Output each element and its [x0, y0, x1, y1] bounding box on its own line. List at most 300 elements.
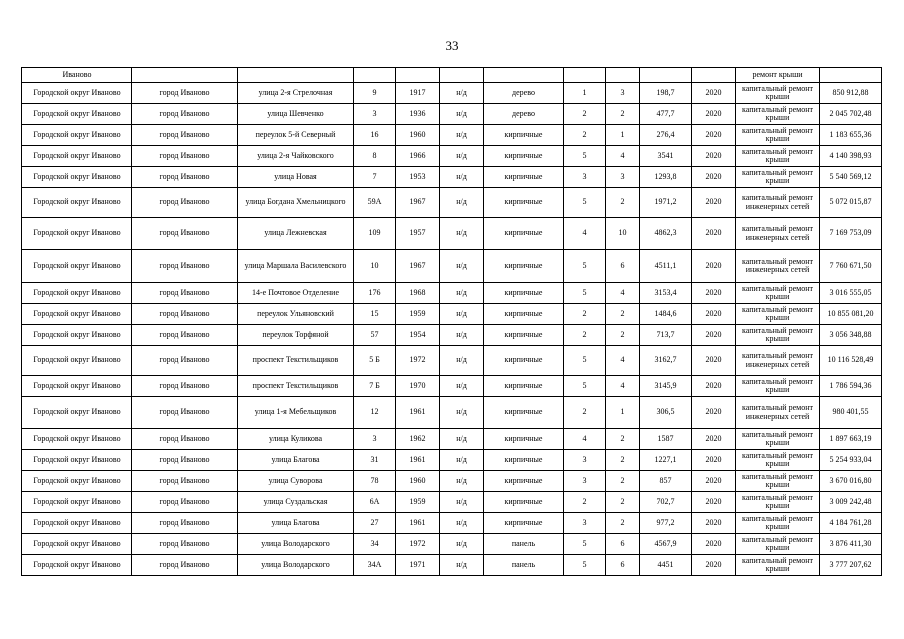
cell-work-type: капитальный ремонт крыши [736, 125, 820, 146]
cell-work-type: капитальный ремонт крыши [736, 376, 820, 397]
cell-street: улица 1-я Мебельщиков [238, 397, 354, 429]
table-row [22, 471, 882, 492]
cell-district: Городской округ Иваново [22, 376, 132, 397]
cell-floors: 2 [564, 325, 606, 346]
cell-street: улица Володарского [238, 534, 354, 555]
cell-plan-year: 2020 [692, 376, 736, 397]
cell-plan-year [692, 68, 736, 83]
cell-wall-material: кирпичные [484, 146, 564, 167]
page-number: 33 [445, 38, 459, 53]
cell-area: 4451 [640, 555, 692, 576]
cell-city [132, 68, 238, 83]
cell-cost: 1 786 594,36 [820, 376, 882, 397]
cell-street [238, 68, 354, 83]
cell-house-number: 10 [354, 250, 396, 283]
cell-wall-material: кирпичные [484, 346, 564, 376]
table-row [22, 283, 882, 304]
cell-wall-material: кирпичные [484, 304, 564, 325]
cell-floors: 3 [564, 167, 606, 188]
cell-floors: 2 [564, 104, 606, 125]
cell-city: город Иваново [132, 304, 238, 325]
cell-status: н/д [440, 146, 484, 167]
cell-build-year: 1959 [396, 492, 440, 513]
cell-area: 477,7 [640, 104, 692, 125]
cell-cost: 1 183 655,36 [820, 125, 882, 146]
cell-build-year: 1971 [396, 555, 440, 576]
cell-district: Городской округ Иваново [22, 534, 132, 555]
cell-street: переулок Ульяновский [238, 304, 354, 325]
cell-work-type: капитальный ремонт крыши [736, 513, 820, 534]
cell-status: н/д [440, 283, 484, 304]
cell-status: н/д [440, 325, 484, 346]
table-row [22, 346, 882, 376]
cell-floors: 2 [564, 397, 606, 429]
cell-floors: 3 [564, 471, 606, 492]
table-row [22, 492, 882, 513]
cell-wall-material: кирпичные [484, 218, 564, 250]
cell-area: 977,2 [640, 513, 692, 534]
cell-plan-year: 2020 [692, 513, 736, 534]
table-row [22, 188, 882, 218]
cell-area [640, 68, 692, 83]
cell-district: Городской округ Иваново [22, 218, 132, 250]
cell-floors: 3 [564, 513, 606, 534]
cell-entrances: 2 [606, 513, 640, 534]
cell-floors: 5 [564, 534, 606, 555]
cell-entrances: 2 [606, 304, 640, 325]
cell-plan-year: 2020 [692, 450, 736, 471]
cell-street: улица Благова [238, 450, 354, 471]
cell-work-type: капитальный ремонт крыши [736, 83, 820, 104]
cell-build-year: 1954 [396, 325, 440, 346]
cell-area: 4511,1 [640, 250, 692, 283]
cell-city: город Иваново [132, 188, 238, 218]
cell-cost: 4 140 398,93 [820, 146, 882, 167]
cell-build-year: 1917 [396, 83, 440, 104]
cell-entrances: 2 [606, 104, 640, 125]
cell-street: улица 2-я Стрелочная [238, 83, 354, 104]
cell-city: город Иваново [132, 429, 238, 450]
cell-status: н/д [440, 397, 484, 429]
capital-repair-table [21, 67, 882, 576]
table-row [22, 167, 882, 188]
table-row [22, 325, 882, 346]
cell-build-year: 1972 [396, 346, 440, 376]
cell-build-year: 1960 [396, 125, 440, 146]
cell-city: город Иваново [132, 346, 238, 376]
cell-build-year: 1953 [396, 167, 440, 188]
cell-entrances: 2 [606, 429, 640, 450]
cell-district: Городской округ Иваново [22, 304, 132, 325]
cell-build-year: 1960 [396, 471, 440, 492]
cell-status: н/д [440, 555, 484, 576]
cell-area: 1484,6 [640, 304, 692, 325]
cell-floors: 4 [564, 218, 606, 250]
cell-area: 3145,9 [640, 376, 692, 397]
cell-work-type: капитальный ремонт крыши [736, 471, 820, 492]
cell-area: 1971,2 [640, 188, 692, 218]
cell-work-type: капитальный ремонт инженерных сетей [736, 397, 820, 429]
cell-street: улица Володарского [238, 555, 354, 576]
cell-cost: 5 540 569,12 [820, 167, 882, 188]
cell-area: 4567,9 [640, 534, 692, 555]
cell-plan-year: 2020 [692, 104, 736, 125]
cell-area: 1293,8 [640, 167, 692, 188]
cell-district: Городской округ Иваново [22, 125, 132, 146]
cell-floors: 2 [564, 125, 606, 146]
cell-floors: 5 [564, 250, 606, 283]
cell-city: город Иваново [132, 513, 238, 534]
cell-cost: 3 016 555,05 [820, 283, 882, 304]
cell-wall-material: кирпичные [484, 325, 564, 346]
cell-area: 3153,4 [640, 283, 692, 304]
cell-street: переулок Торфяной [238, 325, 354, 346]
cell-plan-year: 2020 [692, 429, 736, 450]
cell-plan-year: 2020 [692, 188, 736, 218]
cell-status: н/д [440, 346, 484, 376]
cell-city: город Иваново [132, 167, 238, 188]
cell-floors: 3 [564, 450, 606, 471]
cell-street: переулок 5-й Северный [238, 125, 354, 146]
table-row [22, 218, 882, 250]
cell-entrances: 6 [606, 250, 640, 283]
cell-entrances: 3 [606, 167, 640, 188]
cell-house-number: 6А [354, 492, 396, 513]
cell-entrances: 2 [606, 492, 640, 513]
cell-work-type: капитальный ремонт крыши [736, 304, 820, 325]
cell-entrances: 4 [606, 146, 640, 167]
cell-city: город Иваново [132, 146, 238, 167]
table-row [22, 83, 882, 104]
cell-house-number: 34А [354, 555, 396, 576]
cell-work-type: капитальный ремонт инженерных сетей [736, 250, 820, 283]
cell-wall-material: кирпичные [484, 376, 564, 397]
cell-area: 198,7 [640, 83, 692, 104]
cell-build-year: 1968 [396, 283, 440, 304]
cell-status: н/д [440, 304, 484, 325]
cell-plan-year: 2020 [692, 146, 736, 167]
cell-wall-material: кирпичные [484, 125, 564, 146]
cell-entrances: 2 [606, 450, 640, 471]
cell-street: улица Суздальская [238, 492, 354, 513]
cell-status: н/д [440, 167, 484, 188]
cell-cost: 3 056 348,88 [820, 325, 882, 346]
cell-city: город Иваново [132, 450, 238, 471]
cell-build-year: 1936 [396, 104, 440, 125]
cell-work-type: капитальный ремонт инженерных сетей [736, 218, 820, 250]
cell-status: н/д [440, 534, 484, 555]
cell-house-number: 78 [354, 471, 396, 492]
cell-district: Городской округ Иваново [22, 555, 132, 576]
cell-city: город Иваново [132, 218, 238, 250]
cell-plan-year: 2020 [692, 325, 736, 346]
cell-street: улица Благова [238, 513, 354, 534]
cell-floors: 4 [564, 429, 606, 450]
cell-city: город Иваново [132, 376, 238, 397]
cell-house-number: 109 [354, 218, 396, 250]
cell-house-number: 57 [354, 325, 396, 346]
cell-plan-year: 2020 [692, 397, 736, 429]
cell-floors: 5 [564, 346, 606, 376]
cell-city: город Иваново [132, 471, 238, 492]
cell-district: Городской округ Иваново [22, 513, 132, 534]
cell-work-type: капитальный ремонт крыши [736, 146, 820, 167]
document-table-container [21, 67, 882, 576]
cell-wall-material: кирпичные [484, 429, 564, 450]
cell-work-type: капитальный ремонт крыши [736, 167, 820, 188]
cell-district: Городской округ Иваново [22, 325, 132, 346]
cell-wall-material: дерево [484, 104, 564, 125]
cell-build-year: 1961 [396, 513, 440, 534]
cell-build-year [396, 68, 440, 83]
cell-district: Городской округ Иваново [22, 283, 132, 304]
cell-wall-material: кирпичные [484, 188, 564, 218]
cell-cost: 3 009 242,48 [820, 492, 882, 513]
cell-cost: 10 116 528,49 [820, 346, 882, 376]
cell-street: проспект Текстильщиков [238, 346, 354, 376]
cell-house-number: 5 Б [354, 346, 396, 376]
cell-status [440, 68, 484, 83]
cell-street: улица Суворова [238, 471, 354, 492]
cell-plan-year: 2020 [692, 125, 736, 146]
cell-plan-year: 2020 [692, 83, 736, 104]
cell-status: н/д [440, 492, 484, 513]
cell-cost: 7 169 753,09 [820, 218, 882, 250]
cell-house-number: 176 [354, 283, 396, 304]
cell-district: Городской округ Иваново [22, 146, 132, 167]
cell-city: город Иваново [132, 283, 238, 304]
cell-city: город Иваново [132, 104, 238, 125]
cell-wall-material: кирпичные [484, 250, 564, 283]
cell-district: Городской округ Иваново [22, 471, 132, 492]
cell-entrances: 3 [606, 83, 640, 104]
table-row [22, 304, 882, 325]
cell-entrances: 6 [606, 555, 640, 576]
cell-district: Городской округ Иваново [22, 83, 132, 104]
cell-entrances: 4 [606, 283, 640, 304]
cell-area: 306,5 [640, 397, 692, 429]
cell-plan-year: 2020 [692, 492, 736, 513]
cell-plan-year: 2020 [692, 555, 736, 576]
cell-work-type: капитальный ремонт крыши [736, 325, 820, 346]
cell-cost: 850 912,88 [820, 83, 882, 104]
cell-area: 857 [640, 471, 692, 492]
cell-district: Городской округ Иваново [22, 188, 132, 218]
cell-house-number: 9 [354, 83, 396, 104]
cell-floors: 2 [564, 304, 606, 325]
table-row [22, 104, 882, 125]
cell-entrances: 2 [606, 188, 640, 218]
cell-entrances: 6 [606, 534, 640, 555]
cell-work-type: капитальный ремонт крыши [736, 450, 820, 471]
table-row [22, 513, 882, 534]
cell-city: город Иваново [132, 83, 238, 104]
table-body [22, 68, 882, 576]
cell-house-number: 12 [354, 397, 396, 429]
cell-street: улица 2-я Чайковского [238, 146, 354, 167]
cell-area: 4862,3 [640, 218, 692, 250]
cell-house-number: 7 Б [354, 376, 396, 397]
cell-house-number: 31 [354, 450, 396, 471]
cell-entrances: 10 [606, 218, 640, 250]
cell-wall-material [484, 68, 564, 83]
cell-build-year: 1961 [396, 450, 440, 471]
cell-floors [564, 68, 606, 83]
cell-floors: 5 [564, 555, 606, 576]
cell-cost [820, 68, 882, 83]
cell-area: 3162,7 [640, 346, 692, 376]
cell-area: 713,7 [640, 325, 692, 346]
cell-city: город Иваново [132, 555, 238, 576]
cell-cost: 3 670 016,80 [820, 471, 882, 492]
cell-work-type: капитальный ремонт инженерных сетей [736, 188, 820, 218]
cell-area: 3541 [640, 146, 692, 167]
cell-work-type: капитальный ремонт крыши [736, 429, 820, 450]
cell-cost: 4 184 761,28 [820, 513, 882, 534]
cell-cost: 980 401,55 [820, 397, 882, 429]
cell-wall-material: кирпичные [484, 492, 564, 513]
cell-work-type: капитальный ремонт крыши [736, 555, 820, 576]
cell-plan-year: 2020 [692, 250, 736, 283]
cell-status: н/д [440, 376, 484, 397]
cell-city: город Иваново [132, 492, 238, 513]
cell-status: н/д [440, 450, 484, 471]
cell-street: проспект Текстильщиков [238, 376, 354, 397]
cell-build-year: 1967 [396, 188, 440, 218]
cell-house-number: 16 [354, 125, 396, 146]
cell-street: улица Маршала Василевского [238, 250, 354, 283]
cell-wall-material: дерево [484, 83, 564, 104]
cell-floors: 2 [564, 492, 606, 513]
table-row [22, 534, 882, 555]
cell-floors: 5 [564, 376, 606, 397]
cell-plan-year: 2020 [692, 218, 736, 250]
cell-area: 1227,1 [640, 450, 692, 471]
cell-city: город Иваново [132, 534, 238, 555]
table-row [22, 376, 882, 397]
cell-plan-year: 2020 [692, 534, 736, 555]
cell-house-number: 27 [354, 513, 396, 534]
cell-cost: 1 897 663,19 [820, 429, 882, 450]
cell-plan-year: 2020 [692, 471, 736, 492]
cell-build-year: 1957 [396, 218, 440, 250]
cell-wall-material: панель [484, 534, 564, 555]
cell-wall-material: кирпичные [484, 397, 564, 429]
cell-house-number: 15 [354, 304, 396, 325]
table-row [22, 397, 882, 429]
cell-district: Городской округ Иваново [22, 429, 132, 450]
cell-status: н/д [440, 250, 484, 283]
cell-build-year: 1959 [396, 304, 440, 325]
cell-build-year: 1970 [396, 376, 440, 397]
cell-work-type: капитальный ремонт крыши [736, 104, 820, 125]
cell-cost: 2 045 702,48 [820, 104, 882, 125]
cell-district: Иваново [22, 68, 132, 83]
cell-entrances: 1 [606, 125, 640, 146]
cell-build-year: 1966 [396, 146, 440, 167]
cell-house-number [354, 68, 396, 83]
cell-street: улица Новая [238, 167, 354, 188]
cell-plan-year: 2020 [692, 283, 736, 304]
cell-plan-year: 2020 [692, 346, 736, 376]
cell-cost: 3 876 411,30 [820, 534, 882, 555]
cell-wall-material: кирпичные [484, 450, 564, 471]
cell-status: н/д [440, 83, 484, 104]
cell-entrances: 4 [606, 346, 640, 376]
table-row [22, 250, 882, 283]
cell-plan-year: 2020 [692, 304, 736, 325]
cell-entrances [606, 68, 640, 83]
cell-street: улица Богдана Хмельницкого [238, 188, 354, 218]
cell-wall-material: панель [484, 555, 564, 576]
cell-city: город Иваново [132, 125, 238, 146]
cell-city: город Иваново [132, 325, 238, 346]
cell-floors: 1 [564, 83, 606, 104]
cell-district: Городской округ Иваново [22, 104, 132, 125]
cell-cost: 7 760 671,50 [820, 250, 882, 283]
cell-status: н/д [440, 218, 484, 250]
table-row [22, 68, 882, 83]
cell-entrances: 1 [606, 397, 640, 429]
cell-entrances: 4 [606, 376, 640, 397]
cell-city: город Иваново [132, 250, 238, 283]
table-row [22, 555, 882, 576]
cell-area: 702,7 [640, 492, 692, 513]
cell-house-number: 3 [354, 104, 396, 125]
cell-floors: 5 [564, 188, 606, 218]
cell-floors: 5 [564, 146, 606, 167]
cell-cost: 10 855 081,20 [820, 304, 882, 325]
cell-work-type: капитальный ремонт крыши [736, 283, 820, 304]
cell-street: 14-е Почтовое Отделение [238, 283, 354, 304]
cell-wall-material: кирпичные [484, 167, 564, 188]
cell-street: улица Куликова [238, 429, 354, 450]
cell-status: н/д [440, 188, 484, 218]
cell-work-type: капитальный ремонт крыши [736, 534, 820, 555]
cell-work-type: ремонт крыши [736, 68, 820, 83]
cell-build-year: 1961 [396, 397, 440, 429]
cell-build-year: 1967 [396, 250, 440, 283]
cell-district: Городской округ Иваново [22, 167, 132, 188]
cell-floors: 5 [564, 283, 606, 304]
cell-house-number: 59А [354, 188, 396, 218]
table-row [22, 125, 882, 146]
cell-house-number: 34 [354, 534, 396, 555]
cell-status: н/д [440, 513, 484, 534]
cell-wall-material: кирпичные [484, 471, 564, 492]
cell-city: город Иваново [132, 397, 238, 429]
cell-house-number: 3 [354, 429, 396, 450]
table-row [22, 429, 882, 450]
cell-district: Городской округ Иваново [22, 250, 132, 283]
cell-status: н/д [440, 104, 484, 125]
table-row [22, 146, 882, 167]
cell-district: Городской округ Иваново [22, 492, 132, 513]
cell-status: н/д [440, 471, 484, 492]
cell-wall-material: кирпичные [484, 513, 564, 534]
cell-district: Городской округ Иваново [22, 397, 132, 429]
table-row [22, 450, 882, 471]
cell-street: улица Лежневская [238, 218, 354, 250]
cell-status: н/д [440, 429, 484, 450]
cell-build-year: 1962 [396, 429, 440, 450]
cell-house-number: 7 [354, 167, 396, 188]
cell-area: 1587 [640, 429, 692, 450]
cell-street: улица Шевченко [238, 104, 354, 125]
cell-status: н/д [440, 125, 484, 146]
cell-district: Городской округ Иваново [22, 450, 132, 471]
cell-area: 276,4 [640, 125, 692, 146]
